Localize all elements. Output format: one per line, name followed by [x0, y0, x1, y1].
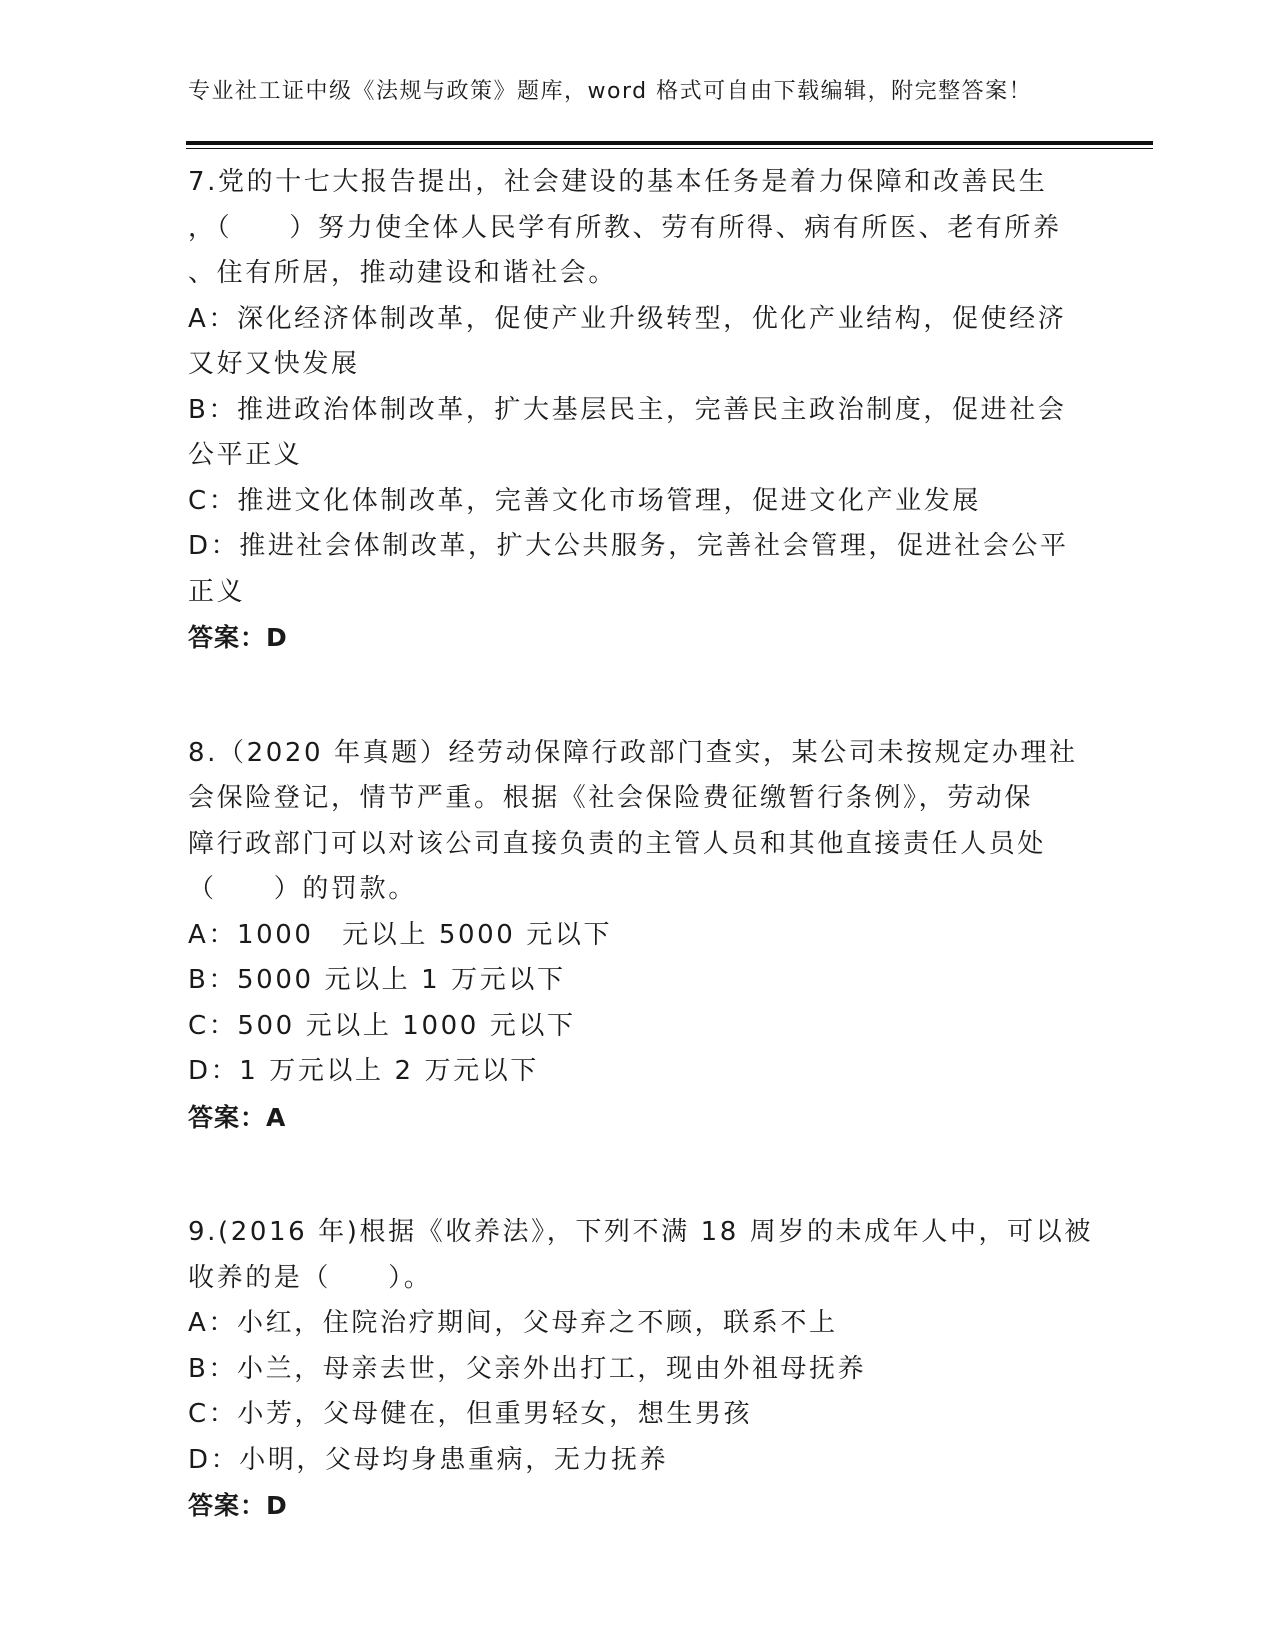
page-header: 专业社工证中级《法规与政策》题库，word 格式可自由下载编辑，附完整答案！ [188, 79, 1033, 104]
option-b-cont: 公平正义 [188, 440, 303, 470]
option-c: C：推进文化体制改革，完善文化市场管理，促进文化产业发展 [188, 485, 981, 516]
question-stem-line: （ ）的罚款。 [188, 874, 417, 904]
option-b: B：推进政治体制改革，扩大基层民主，完善民主政治制度，促进社会 [188, 394, 1067, 425]
question-list [188, 160, 1093, 1599]
option-d-cont: 正义 [188, 576, 246, 607]
question-9 [188, 1210, 1093, 1529]
answer-label: 答案：D [188, 1491, 288, 1520]
header-rule-thick [186, 141, 1153, 145]
option-a: A：1000 元以上 5000 元以下 [188, 919, 613, 950]
option-b: B：小兰，母亲去世，父亲外出打工，现由外祖母抚养 [188, 1353, 867, 1384]
question-stem-line: 障行政部门可以对该公司直接负责的主管人员和其他直接责任人员处 [188, 828, 1047, 859]
question-stem-line: 收养的是（ ）。 [188, 1262, 433, 1293]
option-c: C：500 元以上 1000 元以下 [188, 1010, 576, 1041]
option-d: D：推进社会体制改革，扩大公共服务，完善社会管理，促进社会公平 [188, 531, 1069, 561]
header-rule-thin [186, 148, 1153, 149]
option-a: A：深化经济体制改革，促使产业升级转型，优化产业结构，促使经济 [188, 303, 1067, 334]
answer-label: 答案：D [188, 623, 288, 652]
option-d: D：小明，父母均身患重病，无力抚养 [188, 1444, 669, 1475]
question-7 [188, 160, 1088, 661]
question-8 [188, 731, 1088, 1141]
question-stem-line: 、住有所居，推动建设和谐社会。 [188, 258, 618, 288]
question-stem-line: ，（ ）努力使全体人民学有所教、劳有所得、病有所医、老有所养 [188, 212, 1062, 243]
answer-label: 答案：A [188, 1102, 287, 1132]
option-d: D：1 万元以上 2 万元以下 [188, 1056, 539, 1086]
option-a-cont: 又好又快发展 [188, 349, 360, 379]
option-a: A：小红，住院治疗期间，父母弃之不顾，联系不上 [188, 1308, 838, 1338]
question-stem-line: 8.（2020 年真题）经劳动保障行政部门查实，某公司未按规定办理社 [188, 737, 1078, 768]
question-stem-line: 会保险登记，情节严重。根据《社会保险费征缴暂行条例》，劳动保 [188, 783, 1034, 813]
question-stem-line: 7.党的十七大报告提出，社会建设的基本任务是着力保障和改善民生 [188, 167, 1048, 197]
question-stem-line: 9.(2016 年)根据《收养法》，下列不满 18 周岁的未成年人中，可以被 [188, 1217, 1093, 1247]
option-b: B：5000 元以上 1 万元以下 [188, 965, 566, 995]
option-c: C：小芳，父母健在，但重男轻女，想生男孩 [188, 1399, 753, 1429]
